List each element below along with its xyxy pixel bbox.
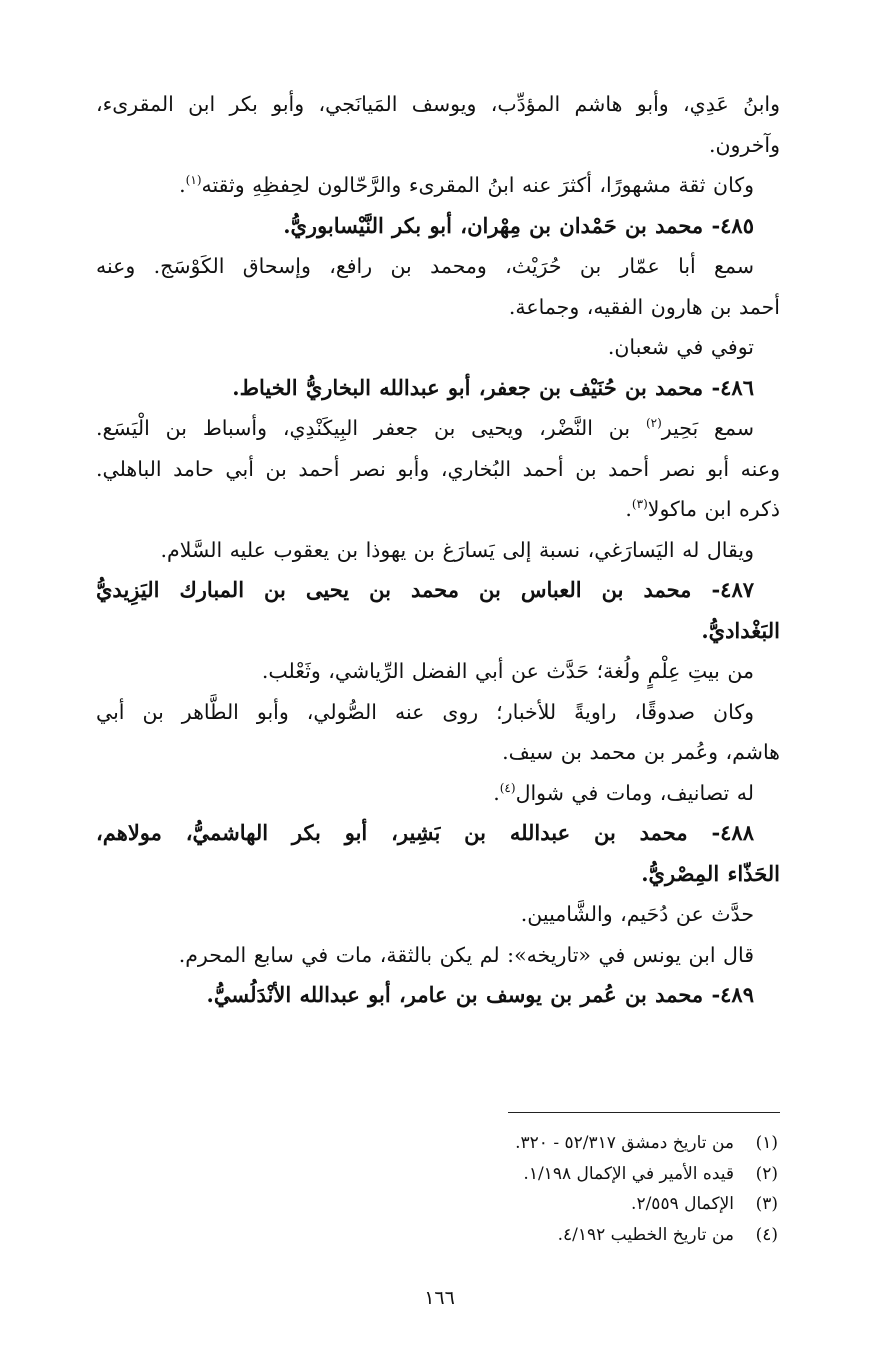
line-text-continued: .	[625, 497, 632, 521]
footnote-separator	[508, 1112, 780, 1113]
footnote-text: قيده الأمير في الإكمال ١/١٩٨.	[523, 1163, 734, 1184]
footnote-number: (٢)	[755, 1163, 778, 1184]
line-text: وكان صدوقًا، راويةً للأخبار؛ روى عنه الصُّولي، وأبو الطَّاهر بن أبي	[96, 699, 754, 724]
entry-heading-line	[96, 368, 780, 409]
text-line	[96, 165, 780, 206]
text-line	[96, 773, 780, 814]
entry-number: ٤٨٧-	[711, 577, 755, 602]
line-text: محمد بن عُمر بن يوسف بن عامر، أبو عبدالله الأنْدَلُسيُّ.	[206, 982, 704, 1007]
entry-heading-line	[96, 611, 780, 652]
entry-number: ٤٨٨-	[711, 820, 754, 845]
footnote-item	[98, 1159, 778, 1190]
line-text: هاشم، وعُمر بن محمد بن سيف.	[502, 740, 780, 764]
line-text: محمد بن حَمْدان بن مِهْران، أبو بكر النَّيْسابوريُّ.	[283, 212, 704, 238]
line-text: محمد بن حُنَيْف بن جعفر، أبو عبدالله البخاريُّ الخياط.	[232, 374, 704, 400]
footnote-marker: (٤)	[499, 780, 516, 795]
footnote-text: من تاريخ الخطيب ٤/١٩٢.	[557, 1224, 734, 1245]
line-text: توفي في شعبان.	[607, 335, 754, 359]
footnote-item	[98, 1128, 778, 1159]
line-text-continued: بن النَّضْر، ويحيى بن جعفر البِيكَنْدِي، وأسباط بن الْيَسَع.	[96, 416, 646, 440]
page-number: ١٦٦	[424, 1287, 455, 1309]
footnote-marker: (٣)	[631, 497, 648, 512]
entry-number: ٤٨٦-	[711, 374, 754, 400]
footnote-text: الإكمال ٢/٥٥٩.	[631, 1194, 734, 1214]
line-text: أحمد بن هارون الفقيه، وجماعة.	[508, 294, 780, 319]
line-text: قال ابن يونس في «تاريخه»: لم يكن بالثقة، مات في سابع المحرم.	[178, 942, 754, 967]
entry-heading-line	[96, 570, 780, 611]
line-text: من بيتِ عِلْمٍ ولُغة؛ حَدَّث عن أبي الفضل الرِّياشي، وثَعْلب.	[261, 659, 754, 683]
line-text: البَغْداديُّ.	[701, 617, 780, 643]
line-text: وابنُ عَدِي، وأبو هاشم المؤدِّب، ويوسف المَيانَجي، وأبو بكر ابن المقرىء،	[96, 92, 780, 116]
footnote-list	[98, 1128, 778, 1250]
text-line	[96, 732, 780, 773]
footnote-item	[98, 1189, 778, 1220]
text-line	[96, 692, 780, 733]
line-text: حدَّث عن دُحَيم، والشَّاميين.	[520, 902, 754, 926]
line-text-continued: .	[493, 780, 500, 805]
line-text: سمع بَحِير	[661, 416, 754, 440]
entry-number: ٤٨٥-	[711, 212, 754, 238]
line-text: محمد بن عبدالله بن بَشِير، أبو بكر الهاشميُّ، مولاهم،	[96, 820, 688, 845]
text-line	[96, 530, 780, 571]
line-text: وآخرون.	[708, 132, 780, 157]
main-text	[96, 84, 780, 1016]
footnote-item	[98, 1220, 778, 1251]
text-line	[96, 125, 780, 166]
text-line	[96, 651, 780, 692]
line-text: له تصانيف، ومات في شوال	[515, 780, 754, 805]
entry-heading-line	[96, 854, 780, 895]
text-line	[96, 449, 780, 490]
line-text: ويقال له اليَسارَغي، نسبة إلى يَسارَغ بن يهوذا بن يعقوب عليه السَّلام.	[160, 537, 754, 562]
line-text-continued: .	[179, 173, 186, 197]
entry-heading-line	[96, 975, 780, 1016]
text-line	[96, 894, 780, 935]
line-text: الحَذّاء المِصْريُّ.	[641, 860, 780, 886]
entry-heading-line	[96, 813, 780, 854]
footnote-number: (٣)	[755, 1194, 778, 1214]
text-line	[96, 408, 780, 449]
entry-heading-line	[96, 206, 780, 247]
footnote-number: (١)	[755, 1133, 778, 1153]
text-line	[96, 489, 780, 530]
text-line	[96, 287, 780, 328]
entry-number: ٤٨٩-	[711, 982, 754, 1007]
line-text: ذكره ابن ماكولا	[647, 497, 780, 521]
footnote-marker: (١)	[185, 173, 202, 188]
line-text: محمد بن العباس بن محمد بن يحيى بن المبارك اليَزِيديُّ	[96, 577, 692, 602]
line-text: وكان ثقة مشهورًا، أكثرَ عنه ابنُ المقرىء والرَّحّالون لحِفظِهِ وثقته	[201, 173, 754, 197]
footnote-marker: (٢)	[645, 416, 662, 431]
text-line	[96, 935, 780, 976]
text-line	[96, 84, 780, 125]
text-line	[96, 327, 780, 368]
footnote-number: (٤)	[755, 1224, 778, 1245]
text-line	[96, 246, 780, 287]
line-text: سمع أبا عمّار بن حُرَيْث، ومحمد بن رافع، وإسحاق الكَوْسَج. وعنه	[96, 254, 754, 278]
line-text: وعنه أبو نصر أحمد بن أحمد البُخاري، وأبو نصر أحمد بن أبي حامد الباهلي.	[96, 456, 780, 481]
footnote-text: من تاريخ دمشق ٥٢/٣١٧ - ٣٢٠.	[515, 1133, 734, 1153]
